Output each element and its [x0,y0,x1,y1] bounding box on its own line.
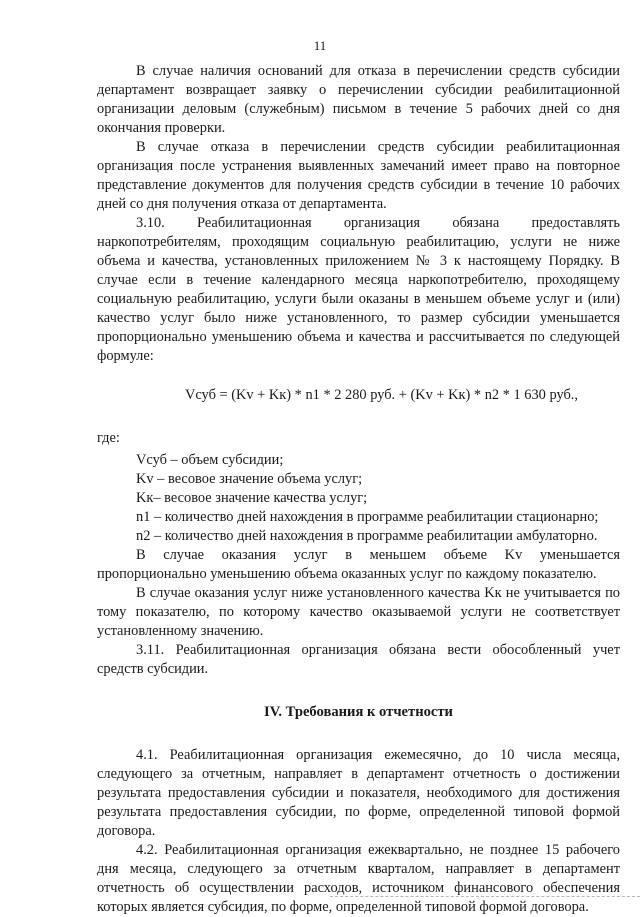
paragraph-volume-reduction: В случае оказания услуг в меньшем объеме Kv уменьшается пропорционально уменьшению объема оказанных услуг по каждому показателю. [97,547,620,582]
paragraph-refusal-grounds: В случае наличия оснований для отказа в перечислении средств субсидии департамент возвращает заявку о перечислении субсидии реабилитационной организации деловым (служебным) письмом в течение 5 рабочих дней со дня окончания проверки. [97,63,620,136]
section-heading: IV. Требования к отчетности [264,704,453,720]
definition-kv: Kv – весовое значение объема услуг; [136,471,363,487]
page-bottom-rule [330,896,640,897]
where-label: где: [97,430,120,446]
page-number: 11 [313,38,327,53]
definition-n1: n1 – количество дней нахождения в программе реабилитации стационарно; [136,509,599,525]
definition-n2: n2 – количество дней нахождения в программе реабилитации амбулаторно. [136,528,598,544]
paragraph-3-10: 3.10. Реабилитационная организация обязана предоставлять наркопотребителям, проходящим социальную реабилитацию, услуги не ниже объема и качества, установленных приложением № 3 к настоящему Порядку. В случае если в течение календарного месяца наркопотребителю, проходящему социальную реабилитацию, услуги были оказаны в меньшем объеме услуг и (или) качество услуг было ниже установленного, то размер субсидии уменьшается пропорционально уменьшению объема и качества и рассчитывается по следующей формуле: [97,215,620,364]
definition-kk: Kк– весовое значение качества услуг; [136,490,368,506]
definition-v-sub: Vсуб – объем субсидии; [136,452,284,468]
paragraph-4-2: 4.2. Реабилитационная организация ежеквартально, не позднее 15 рабочего дня месяца, следующего за отчетным кварталом, направляет в департамент отчетность об осуществлении расходов, источником финансового обеспечения которых является субсидия, по форме, определенной типовой формой договора. [97,842,620,915]
paragraph-4-1: 4.1. Реабилитационная организация ежемесячно, до 10 числа месяца, следующего за отчетным, направляет в департамент отчетность о достижении результата предоставления субсидии и показателя, необходимого для достижения результата предоставления субсидии, по форме, определенной типовой формой договора. [97,747,620,839]
paragraph-refusal-resubmission: В случае отказа в перечислении средств субсидии реабилитационная организация после устранения выявленных замечаний имеет право на повторное представление документов для получения средств субсидии в течение 10 рабочих дней со дня получения отказа от департамента. [97,139,620,212]
paragraph-3-11: 3.11. Реабилитационная организация обязана вести обособленный учет средств субсидии. [97,642,620,677]
subsidy-formula: Vсуб = (Kv + Kк) * n1 * 2 280 руб. + (Kv + Kк) * n2 * 1 630 руб., [184,387,578,403]
paragraph-quality-reduction: В случае оказания услуг ниже установленного качества Kк не учитывается по тому показателю, по которому качество оказываемой услуги не соответствует установленному значению. [97,585,620,639]
document-body [97,62,620,917]
